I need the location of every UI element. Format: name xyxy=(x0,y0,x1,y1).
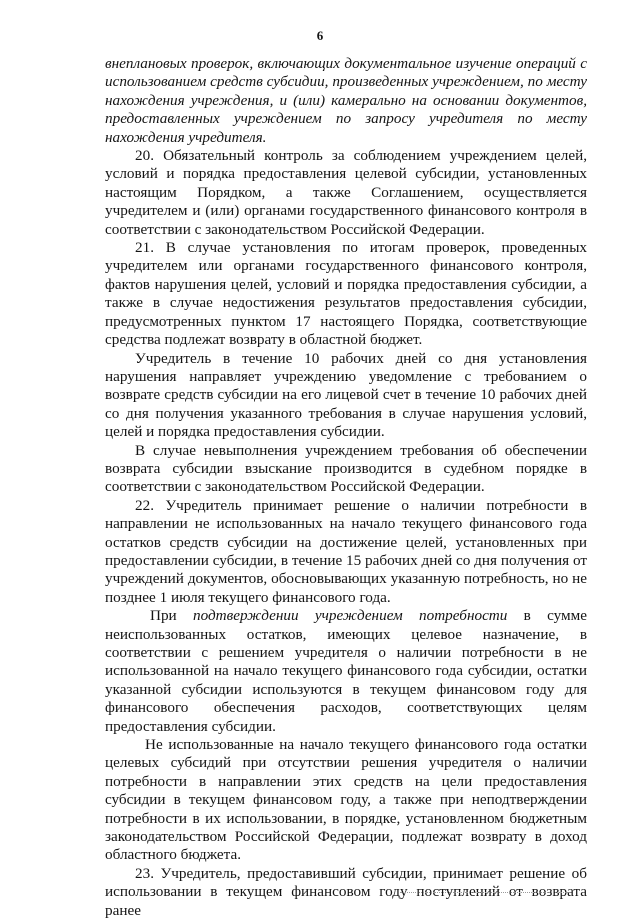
paragraph-21: 21. В случае установления по итогам проверок, проведенных учредителем или органами государственного финансового контроля, фактов нарушения целей, условий и порядка предоставления субсидии, а также в случае недостижения результатов предоставления субсидии, предусмотренных пунктом 17 настоящего Порядка, соответствующие средства подлежат возврату в областной бюджет. xyxy=(105,239,587,349)
emphasis-confirmation: подтверждении учреждением потребности xyxy=(192,607,508,625)
paragraph-23: 23. Учредитель, предоставивший субсидии, принимает решение об использовании в текущем финансовом году поступлений от возврата ранее xyxy=(105,864,587,919)
paragraph-22: 22. Учредитель принимает решение о наличии потребности в направлении не использованных на начало текущего финансового года остатков средств субсидии на достижение целей, установленных при предоставлении субсидии, в течение 15 рабочих дней со дня получения от учреждений документов, обосновывающих указанную потребность, но не позднее 1 июля текущего финансового года. xyxy=(105,496,587,606)
paragraph-22-unused-balances: Не использованные на начало текущего финансового года остатки целевых субсидий при отсутствии решения учредителя о наличии потребности в направлении этих средств на цели предоставления субсидии в текущем финансовом году, а также при неподтверждении потребности в их использовании, в порядке, установленном бюджетным законодательством Российской Федерации, подлежат возврату в доход областного бюджета. xyxy=(105,736,587,864)
document-body xyxy=(105,55,587,920)
paragraph-21-court: В случае невыполнения учреждением требования об обеспечении возврата субсидии взыскание производится в судебном порядке в соответствии с законодательством Российской Федерации. xyxy=(105,441,587,496)
page-number: 6 xyxy=(316,28,324,43)
paragraph-20: 20. Обязательный контроль за соблюдением учреждением целей, условий и порядка предоставления целевой субсидии, установленных настоящим Порядком, а также Соглашением, осуществляется учредителем и (или) органами государственного финансового контроля в соответствии с законодательством Российской Федерации. xyxy=(105,147,587,238)
footer-scan-mark xyxy=(400,892,570,895)
paragraph-22-confirmation: При подтверждении учреждением потребности в сумме неиспользованных остатков, имеющих целевое назначение, в соответствии с решением учредителя о наличии потребности в не использованной на начало текущего финансового года субсидии, остатки указанной субсидии используются в текущем финансовом году для финансового обеспечения расходов, соответствующих целям предоставления субсидии. xyxy=(105,607,587,735)
paragraph-21-notice: Учредитель в течение 10 рабочих дней со дня установления нарушения направляет учреждению уведомление с требованием о возврате средств субсидии на его лицевой счет в течение 10 рабочих дней со дня получения указанного требования в случае нарушения условий, целей и порядка предоставления субсидии. xyxy=(105,349,587,441)
paragraph-continuation-19: внеплановых проверок, включающих документальное изучение операций с использованием средств субсидии, произведенных учреждением, по месту нахождения учреждения, и (или) камерально на основании документов, предоставленных учреждением по запросу учредителя по месту нахождения учредителя. xyxy=(105,55,587,146)
